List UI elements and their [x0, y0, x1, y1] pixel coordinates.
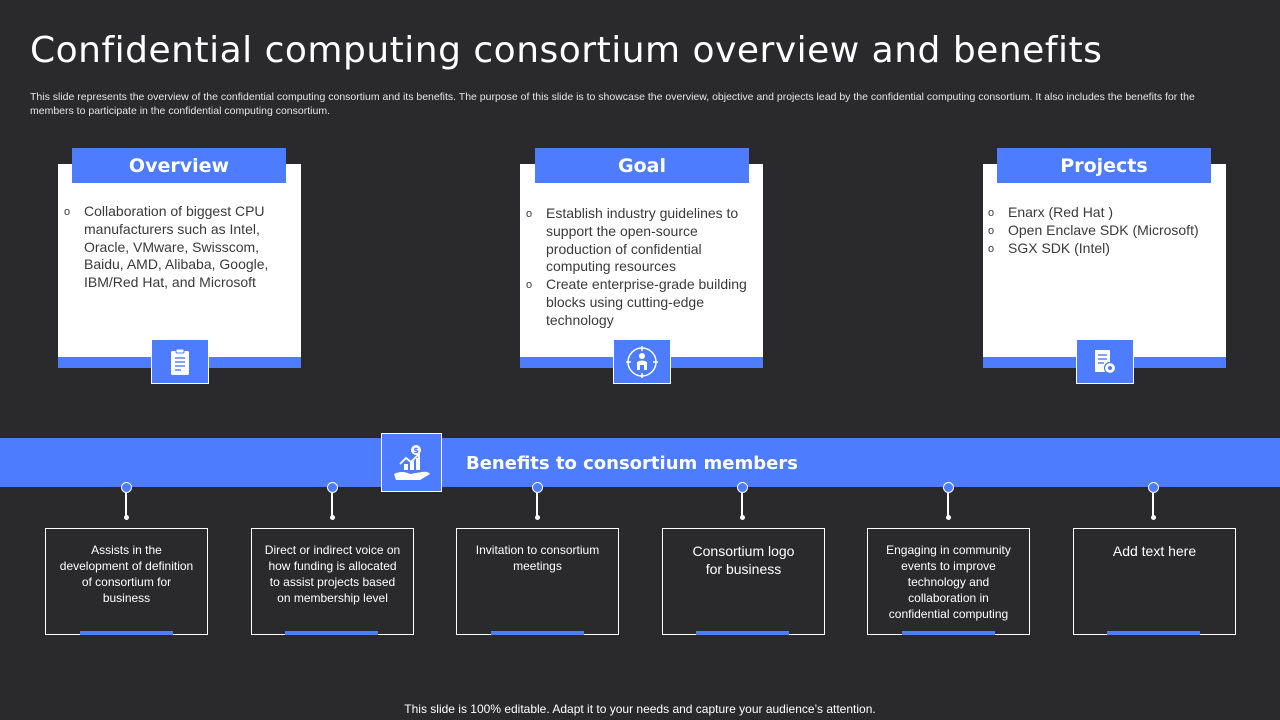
clipboard-icon: [169, 348, 191, 376]
benefit-accent: [491, 631, 584, 635]
benefit-accent: [696, 631, 789, 635]
projects-card-header: Projects: [997, 148, 1211, 183]
benefit-text: Consortium logo for business: [692, 543, 795, 577]
connector-dot: [532, 482, 543, 493]
connector-line: [947, 493, 949, 517]
connector-end: [124, 515, 129, 520]
overview-icon-box: [151, 339, 209, 384]
connector-end: [330, 515, 335, 520]
projects-item: o SGX SDK (Intel): [988, 240, 1220, 258]
goal-list: [526, 205, 752, 330]
benefit-accent: [1107, 631, 1200, 635]
benefit-box: [1073, 528, 1236, 635]
projects-item: o Open Enclave SDK (Microsoft): [988, 222, 1220, 240]
connector-end: [740, 515, 745, 520]
connector-end: [946, 515, 951, 520]
svg-text:$: $: [412, 445, 419, 455]
benefit-accent: [80, 631, 173, 635]
connector-dot: [121, 482, 132, 493]
benefit-text: Add text here: [1112, 543, 1197, 559]
goal-item: o Establish industry guidelines to support the open-source production of confidential computing resources: [526, 205, 752, 276]
overview-item: o Collaboration of biggest CPU manufacturers such as Intel, Oracle, VMware, Swisscom, Baidu, AMD, Alibaba, Google, IBM/Red Hat, and Microsoft: [64, 203, 279, 292]
connector-line: [125, 493, 127, 517]
benefit-text: Assists in the development of definition of consortium for business: [59, 543, 194, 605]
connector-dot: [943, 482, 954, 493]
page-title: Confidential computing consortium overview and benefits: [30, 30, 1103, 71]
document-settings-icon: [1092, 348, 1118, 376]
projects-item: o Enarx (Red Hat ): [988, 204, 1220, 222]
connector-line: [741, 493, 743, 517]
benefits-banner-label: Benefits to consortium members: [466, 453, 798, 474]
benefit-text: Invitation to consortium meetings: [475, 543, 600, 573]
benefits-banner-icon-box: [381, 433, 442, 492]
projects-card: [983, 164, 1226, 368]
projects-icon-box: [1076, 339, 1134, 384]
goal-card-header: Goal: [535, 148, 749, 183]
overview-list: [64, 203, 279, 292]
connector-end: [535, 515, 540, 520]
connector-line: [1152, 493, 1154, 517]
connector-dot: [1148, 482, 1159, 493]
connector-dot: [737, 482, 748, 493]
connector-end: [1151, 515, 1156, 520]
benefit-text: Engaging in community events to improve technology and collaboration in confidential computing: [886, 543, 1011, 621]
benefit-box: [251, 528, 414, 635]
benefit-text: Direct or indirect voice on how funding is allocated to assist projects based on membership level: [264, 543, 401, 605]
hand-growth-icon: [392, 444, 432, 482]
page-subtitle: This slide represents the overview of the confidential computing consortium and its benefits. The purpose of this slide is to showcase the overview, objective and projects lead by the confidential computing consortium. It also includes the benefits for the members to participate in the confidential computing consortium.: [30, 91, 1195, 117]
benefit-box: [662, 528, 825, 635]
connector-line: [536, 493, 538, 517]
connector-dot: [327, 482, 338, 493]
benefit-accent: [902, 631, 995, 635]
footer-note: This slide is 100% editable. Adapt it to your needs and capture your audience’s attention.: [404, 702, 876, 716]
benefit-accent: [285, 631, 378, 635]
goal-item: o Create enterprise-grade building blocks using cutting-edge technology: [526, 276, 752, 329]
connector-line: [331, 493, 333, 517]
benefit-box: [45, 528, 208, 635]
goal-icon-box: [613, 339, 671, 384]
benefit-box: [867, 528, 1030, 635]
overview-card-header: Overview: [72, 148, 286, 183]
projects-list: [988, 204, 1220, 257]
target-person-icon: [626, 346, 658, 378]
benefit-box: [456, 528, 619, 635]
